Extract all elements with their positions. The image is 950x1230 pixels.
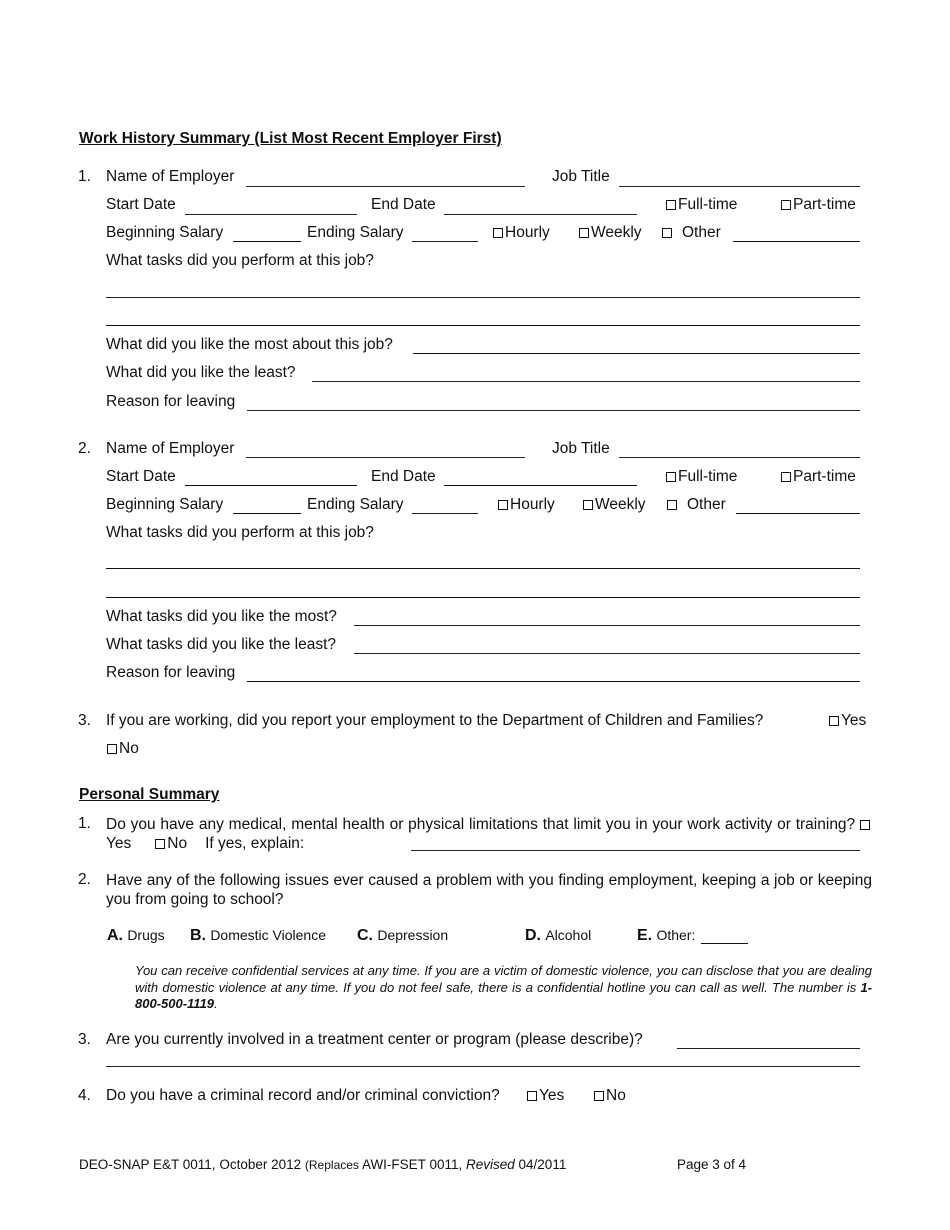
personal-summary-title: Personal Summary (79, 786, 220, 803)
option-label: Other: (656, 927, 696, 943)
ps-q3-field[interactable] (677, 1048, 860, 1049)
job1-employer-label: Name of Employer (106, 168, 235, 185)
wh-q3-yes-label: Yes (841, 712, 867, 729)
job2-weekly-option[interactable] (583, 496, 646, 514)
checkbox-icon[interactable] (781, 472, 791, 482)
ps-q4-number: 4. (78, 1087, 91, 1104)
job2-hourly-option[interactable] (498, 496, 555, 514)
dv-hotline-number: 1-800-500-1119 (135, 979, 872, 1011)
footer-replaces-prefix: (Replaces (304, 1158, 359, 1172)
ps-q1-yes-label: Yes (106, 835, 132, 852)
job1-reason-leaving-label: Reason for leaving (106, 393, 236, 410)
footer-revised-date: 04/2011 (518, 1157, 567, 1172)
job2-end-date-label: End Date (371, 468, 436, 485)
job2-beginning-salary-field[interactable] (233, 513, 301, 514)
job1-part-time-label: Part-time (793, 196, 856, 213)
job2-employer-label: Name of Employer (106, 440, 235, 457)
dv-note-text: You can receive confidential services at any time. If you are a victim of domestic violence, you can disclose that you are dealing with domestic violence at any time. If you do not feel safe, there is a confidential hotline you can call as well. The number is (135, 963, 872, 995)
ps-q4-question: Do you have a criminal record and/or criminal conviction? (106, 1087, 500, 1104)
job2-tasks-line-2[interactable] (106, 597, 860, 598)
ps-q2-option-b[interactable] (190, 927, 326, 945)
job1-beginning-salary-field[interactable] (233, 241, 301, 242)
option-label: Alcohol (545, 927, 592, 943)
job1-number: 1. (78, 168, 91, 185)
job1-full-time-label: Full-time (678, 196, 738, 213)
job1-reason-leaving-field[interactable] (247, 410, 860, 411)
job2-ending-salary-field[interactable] (412, 513, 478, 514)
option-letter: D. (525, 927, 541, 944)
job2-job-title-field[interactable] (619, 457, 860, 458)
job2-tasks-line-1[interactable] (106, 568, 860, 569)
ps-q2-option-e[interactable] (637, 927, 695, 945)
job2-beginning-salary-label: Beginning Salary (106, 496, 224, 513)
job1-full-time-option[interactable] (666, 196, 737, 214)
job1-end-date-field[interactable] (444, 214, 637, 215)
ps-q3-question: Are you currently involved in a treatment center or program (please describe)? (106, 1031, 643, 1048)
checkbox-icon[interactable] (155, 839, 165, 849)
option-label: Depression (377, 927, 449, 943)
footer-form-info (79, 1157, 566, 1172)
work-history-title: Work History Summary (List Most Recent Employer First) (79, 130, 502, 147)
job2-liked-most-label: What tasks did you like the most? (106, 608, 337, 625)
checkbox-icon[interactable] (829, 716, 839, 726)
job2-other-option[interactable] (667, 496, 726, 514)
job1-liked-most-field[interactable] (413, 353, 860, 354)
job2-number: 2. (78, 440, 91, 457)
dv-confidential-note (135, 963, 872, 1013)
job1-employer-field[interactable] (246, 186, 525, 187)
ps-q3-field-line-2[interactable] (106, 1066, 860, 1067)
job2-job-title-label: Job Title (552, 440, 610, 457)
job2-liked-least-field[interactable] (354, 653, 860, 654)
job2-liked-most-field[interactable] (354, 625, 860, 626)
checkbox-icon[interactable] (667, 500, 677, 510)
checkbox-icon[interactable] (666, 200, 676, 210)
ps-q4-no-label: No (606, 1087, 626, 1104)
job2-end-date-field[interactable] (444, 485, 637, 486)
wh-q3-question: If you are working, did you report your employment to the Department of Children and Families? (106, 712, 764, 729)
job2-liked-least-label: What tasks did you like the least? (106, 636, 337, 653)
checkbox-icon[interactable] (527, 1091, 537, 1101)
footer-revised-word: Revised (465, 1157, 515, 1172)
ps-q3-number: 3. (78, 1031, 91, 1048)
ps-q2-option-a[interactable] (107, 927, 165, 945)
checkbox-icon[interactable] (594, 1091, 604, 1101)
job2-start-date-label: Start Date (106, 468, 176, 485)
footer-form-id: DEO-SNAP E&T 0011, October 2012 (79, 1157, 302, 1172)
job1-tasks-question: What tasks did you perform at this job? (106, 252, 374, 269)
job1-other-label: Other (682, 224, 721, 241)
checkbox-icon[interactable] (107, 744, 117, 754)
job1-weekly-option[interactable] (579, 224, 642, 242)
job2-other-field[interactable] (736, 513, 860, 514)
job1-beginning-salary-label: Beginning Salary (106, 224, 224, 241)
job2-employer-field[interactable] (246, 457, 525, 458)
job1-hourly-option[interactable] (493, 224, 550, 242)
checkbox-icon[interactable] (666, 472, 676, 482)
checkbox-icon[interactable] (579, 228, 589, 238)
job1-tasks-line-1[interactable] (106, 297, 860, 298)
option-letter: B. (190, 927, 206, 944)
ps-q1-number: 1. (78, 815, 91, 832)
job1-start-date-field[interactable] (185, 214, 357, 215)
job2-reason-leaving-label: Reason for leaving (106, 664, 236, 681)
option-letter: E. (637, 927, 653, 944)
footer-replaces-form: AWI-FSET 0011, (361, 1157, 463, 1172)
ps-q1-block (106, 815, 872, 853)
job2-hourly-label: Hourly (510, 496, 555, 513)
option-letter: C. (357, 927, 373, 944)
ps-q1-explain-label: If yes, explain: (205, 835, 305, 852)
checkbox-icon[interactable] (662, 228, 672, 238)
job1-ending-salary-label: Ending Salary (307, 224, 404, 241)
wh-q3-no-label: No (119, 740, 139, 757)
job1-liked-most-label: What did you like the most about this job? (106, 336, 393, 353)
job1-liked-least-field[interactable] (312, 381, 860, 382)
footer-page-number: Page 3 of 4 (677, 1157, 747, 1172)
ps-q4-no-option[interactable] (594, 1087, 626, 1105)
dv-note-end: . (214, 996, 218, 1011)
ps-q1-question: Do you have any medical, mental health or physical limitations that limit you in your work activity or training? (106, 816, 856, 833)
ps-q2-question: Have any of the following issues ever caused a problem with you finding employment, keeping a job or keeping you from going to school? (106, 872, 872, 908)
ps-q2-number: 2. (78, 871, 91, 888)
job2-start-date-field[interactable] (185, 485, 357, 486)
checkbox-icon[interactable] (498, 500, 508, 510)
job2-tasks-question: What tasks did you perform at this job? (106, 524, 374, 541)
job1-hourly-label: Hourly (505, 224, 550, 241)
checkbox-icon[interactable] (860, 820, 870, 830)
job2-ending-salary-label: Ending Salary (307, 496, 404, 513)
ps-q1-no-option[interactable] (155, 835, 187, 852)
job2-part-time-label: Part-time (793, 468, 856, 485)
option-label: Domestic Violence (210, 927, 326, 943)
job1-part-time-option[interactable] (781, 196, 856, 214)
job2-full-time-option[interactable] (666, 468, 737, 486)
wh-q3-number: 3. (78, 712, 91, 729)
ps-q2-option-c[interactable] (357, 927, 448, 945)
job1-liked-least-label: What did you like the least? (106, 364, 296, 381)
job2-reason-leaving-field[interactable] (247, 681, 860, 682)
checkbox-icon[interactable] (583, 500, 593, 510)
ps-q2-other-field[interactable] (701, 943, 748, 944)
checkbox-icon[interactable] (493, 228, 503, 238)
checkbox-icon[interactable] (781, 200, 791, 210)
job1-end-date-label: End Date (371, 196, 436, 213)
job1-other-field[interactable] (733, 241, 860, 242)
option-label: Drugs (127, 927, 165, 943)
option-letter: A. (107, 927, 123, 944)
ps-q1-explain-field[interactable] (411, 850, 860, 851)
job1-start-date-label: Start Date (106, 196, 176, 213)
job1-tasks-line-2[interactable] (106, 325, 860, 326)
ps-q4-yes-label: Yes (539, 1087, 565, 1104)
job1-job-title-field[interactable] (619, 186, 860, 187)
wh-q3-no-option[interactable] (107, 740, 139, 758)
job1-weekly-label: Weekly (591, 224, 642, 241)
job1-ending-salary-field[interactable] (412, 241, 478, 242)
wh-q3-yes-option[interactable] (829, 712, 866, 730)
job2-part-time-option[interactable] (781, 468, 856, 486)
job1-other-option[interactable] (662, 224, 721, 242)
ps-q4-yes-option[interactable] (527, 1087, 564, 1105)
job2-weekly-label: Weekly (595, 496, 646, 513)
job2-full-time-label: Full-time (678, 468, 738, 485)
job1-job-title-label: Job Title (552, 168, 610, 185)
job2-other-label: Other (687, 496, 726, 513)
ps-q1-no-label: No (167, 835, 188, 852)
ps-q2-option-d[interactable] (525, 927, 591, 945)
